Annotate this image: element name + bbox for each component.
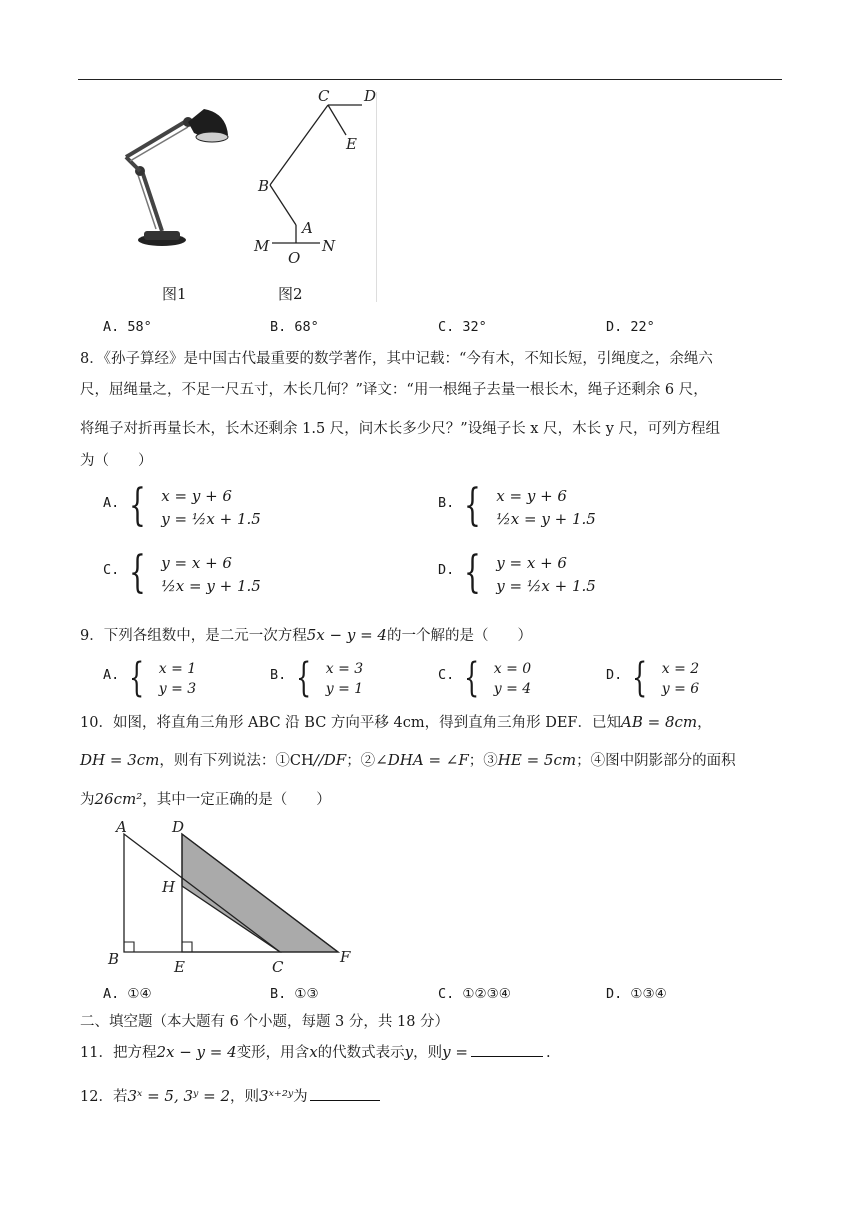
label-b: B — [258, 177, 270, 195]
q8-option-b-label: B. — [438, 495, 455, 511]
q7-option-c[interactable]: C. 32° — [438, 319, 487, 335]
q10-l2-m2: //DF — [313, 751, 347, 769]
q11-t1: 11．把方程 — [80, 1045, 157, 1061]
q8-d-eq2: y = ½x + 1.5 — [496, 577, 596, 595]
section-2-heading: 二、填空题（本大题有 6 个小题，每题 3 分，共 18 分） — [80, 1014, 450, 1030]
brace: { — [464, 655, 480, 701]
q9-option-a-label: A. — [103, 667, 120, 683]
q8-option-b[interactable] — [438, 480, 596, 531]
q12-stem — [80, 1087, 380, 1106]
q11-stem — [80, 1043, 551, 1062]
q10-l2-t3: ；③ — [468, 753, 498, 769]
q11-m4: y = — [442, 1043, 468, 1061]
q8-a-eq1: x = y + 6 — [161, 487, 232, 505]
q8-c-eq1: y = x + 6 — [161, 554, 232, 572]
q10-l1-math: AB = 8cm — [620, 713, 698, 731]
q11-m2: x — [309, 1043, 318, 1061]
q9-d-eq1: x = 2 — [661, 661, 700, 677]
header-rule — [78, 79, 782, 80]
q9-a-eq2: y = 3 — [158, 681, 197, 697]
q8-option-a-label: A. — [103, 495, 120, 511]
q10-l2-m1: DH = 3cm — [80, 751, 160, 769]
q9-option-d[interactable] — [606, 655, 700, 701]
label-e: E — [174, 958, 185, 976]
q10-l3-math: 26cm² — [94, 790, 143, 808]
label-c: C — [272, 958, 284, 976]
q10-l2-m3: ∠DHA = ∠F — [375, 751, 469, 769]
q12-t2: ，则 — [230, 1089, 260, 1105]
q10-line2 — [80, 751, 736, 770]
label-d: D — [364, 87, 377, 105]
q12-t3: 为 — [293, 1089, 308, 1105]
q10-triangle-figure — [100, 812, 365, 977]
q10-option-c[interactable]: C. ①②③④ — [438, 986, 511, 1002]
q10-option-a[interactable]: A. ①④ — [103, 986, 152, 1002]
brace: { — [296, 655, 312, 701]
q10-l2-t2: ；② — [346, 753, 376, 769]
desk-lamp-figure — [100, 95, 240, 255]
q8-option-a[interactable] — [103, 480, 261, 531]
q11-m1: 2x − y = 4 — [156, 1043, 237, 1061]
q8-option-d-label: D. — [438, 562, 455, 578]
q9-c-eq1: x = 0 — [493, 661, 532, 677]
q10-l2-t4: ；④图中阴影部分的面积 — [576, 753, 736, 769]
q8-line1: 8．《孙子算经》是中国古代最重要的数学著作，其中记载：“今有木，不知长短，引绳度之，余绳六 — [80, 351, 713, 367]
brace: { — [632, 655, 648, 701]
brace: { — [129, 480, 147, 531]
q11-answer-blank[interactable] — [471, 1056, 543, 1057]
q10-l2-m4: HE = 5cm — [497, 751, 577, 769]
q11-t3: 的代数式表示 — [317, 1045, 405, 1061]
q10-line3 — [80, 790, 331, 809]
q9-stem — [80, 626, 532, 645]
q9-option-d-label: D. — [606, 667, 623, 683]
figure-divider — [376, 92, 377, 302]
q9-suffix: 的一个解的是（ ） — [386, 628, 532, 644]
label-d: D — [172, 818, 185, 836]
q11-t4: ，则 — [413, 1045, 443, 1061]
label-e: E — [346, 135, 357, 153]
label-n: N — [322, 237, 336, 255]
q8-c-eq2: ½x = y + 1.5 — [161, 577, 261, 595]
q10-option-b[interactable]: B. ①③ — [270, 986, 319, 1002]
q9-equation: 5x − y = 4 — [306, 626, 387, 644]
label-o: O — [288, 249, 301, 265]
q8-option-c-label: C. — [103, 562, 120, 578]
q9-c-eq2: y = 4 — [493, 681, 532, 697]
q8-line2: 尺，屈绳量之，不足一尺五寸，木长几何？”译文：“用一根绳子去量一根长木，绳子还剩余 6 尺， — [80, 382, 708, 398]
q10-l1-prefix: 10．如图，将直角三角形 ABC 沿 BC 方向平移 4cm，得到直角三角形 DEF．已知 — [80, 715, 621, 731]
q7-option-b[interactable]: B. 68° — [270, 319, 319, 335]
q10-l2-t1: ，则有下列说法：①CH — [159, 753, 314, 769]
q9-b-eq2: y = 1 — [325, 681, 364, 697]
brace: { — [464, 480, 482, 531]
label-a: A — [302, 219, 313, 237]
q12-t1: 12．若 — [80, 1089, 128, 1105]
label-f: F — [340, 948, 351, 966]
q11-t2: 变形，用含 — [236, 1045, 310, 1061]
q9-d-eq2: y = 6 — [661, 681, 700, 697]
q9-b-eq1: x = 3 — [325, 661, 364, 677]
q9-option-b-label: B. — [270, 667, 287, 683]
label-a: A — [116, 818, 127, 836]
q8-option-c[interactable] — [103, 547, 261, 598]
q9-option-a[interactable] — [103, 655, 197, 701]
q10-l1-suffix: ， — [697, 715, 712, 731]
fig1-caption: 图1 — [162, 285, 187, 303]
q7-option-d[interactable]: D. 22° — [606, 319, 655, 335]
q8-line4: 为（ ） — [80, 453, 153, 469]
q10-option-d[interactable]: D. ①③④ — [606, 986, 667, 1002]
q12-m2: 3ˣ⁺²ʸ — [259, 1087, 294, 1105]
label-h: H — [162, 878, 176, 896]
q8-line3: 将绳子对折再量长木，长木还剩余 1.5 尺，问木长多少尺？”设绳子长 x 尺，木长 y 尺，可列方程组 — [80, 421, 720, 437]
q8-a-eq2: y = ½x + 1.5 — [161, 510, 261, 528]
label-b: B — [108, 950, 120, 968]
q9-option-b[interactable] — [270, 655, 364, 701]
q9-option-c-label: C. — [438, 667, 455, 683]
brace: { — [129, 655, 145, 701]
q12-answer-blank[interactable] — [310, 1100, 380, 1101]
lamp-diagram-figure — [250, 85, 385, 265]
q11-m3: y — [404, 1043, 414, 1061]
fig2-caption: 图2 — [278, 285, 303, 303]
q8-option-d[interactable] — [438, 547, 596, 598]
q11-t5: . — [545, 1045, 551, 1061]
q8-d-eq1: y = x + 6 — [496, 554, 567, 572]
q8-b-eq2: ½x = y + 1.5 — [496, 510, 596, 528]
q10-line1 — [80, 713, 712, 732]
label-m: M — [254, 237, 270, 255]
q9-option-c[interactable] — [438, 655, 532, 701]
label-c: C — [318, 87, 330, 105]
q7-option-a[interactable]: A. 58° — [103, 319, 152, 335]
q12-m1: 3ˣ = 5, 3ʸ = 2 — [127, 1087, 231, 1105]
brace: { — [464, 547, 482, 598]
q9-prefix: 9．下列各组数中，是二元一次方程 — [80, 628, 307, 644]
brace: { — [129, 547, 147, 598]
q9-a-eq1: x = 1 — [158, 661, 197, 677]
q10-l3-t2: ，其中一定正确的是（ ） — [142, 792, 331, 808]
q10-l3-t1: 为 — [80, 792, 95, 808]
q8-b-eq1: x = y + 6 — [496, 487, 567, 505]
